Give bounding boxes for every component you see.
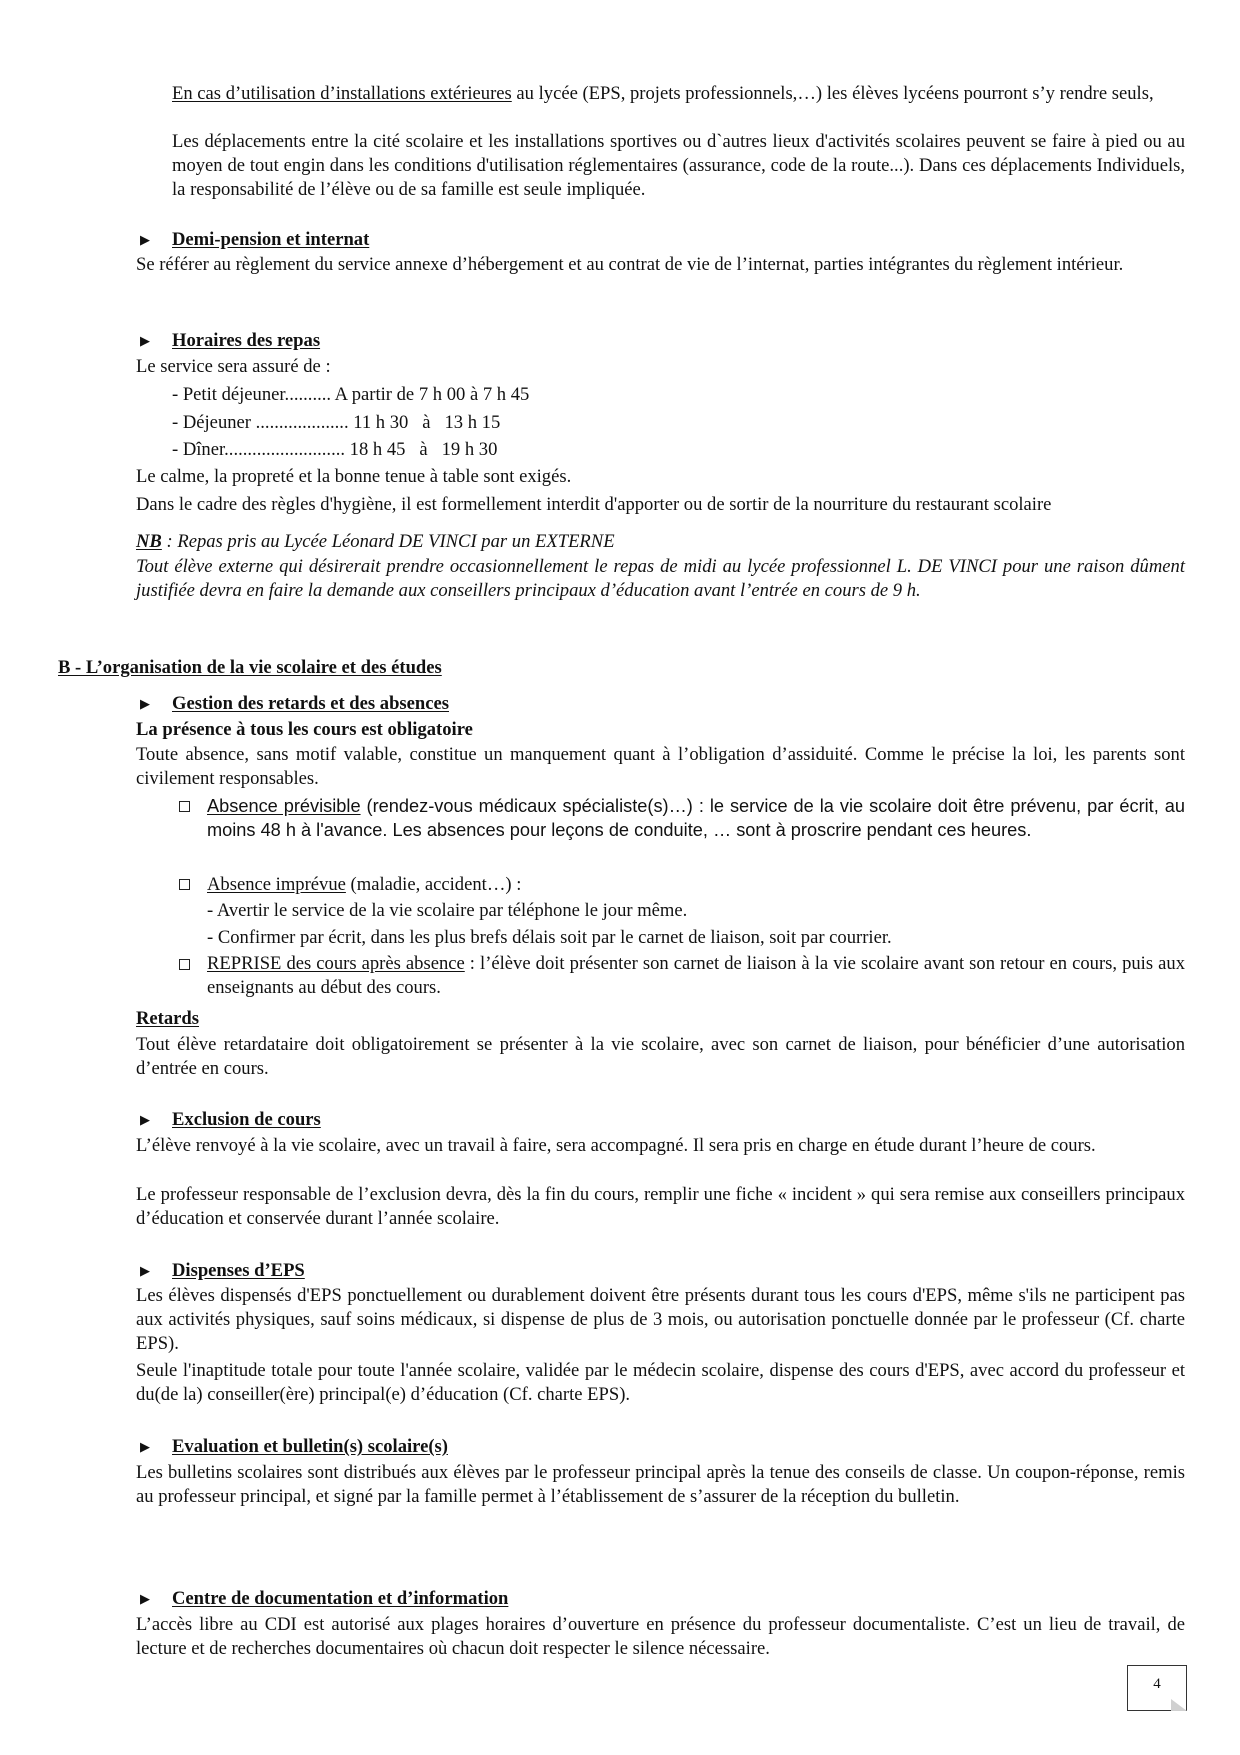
absence-imprevue-text: (maladie, accident…) : bbox=[345, 874, 522, 895]
nb-title: : Repas pris au Lycée Léonard DE VINCI par un EXTERNE bbox=[161, 531, 615, 552]
page-number: 4 bbox=[1153, 1676, 1161, 1692]
page-fold-icon bbox=[1171, 1699, 1187, 1711]
nb-text: Tout élève externe qui désirerait prendre occasionnellement le repas de midi au lycée professionnel L. DE VINCI pour une raison dûment justifiée devra en faire la demande aux conseillers principaux d’éducation avant l’entrée en cours de 9 h. bbox=[136, 556, 1185, 601]
absence-prevue-text: (rendez-vous médicaux spécialiste(s)…) : le service de la vie scolaire doit être prévenu, par écrit, au moins 48 h à l'avance. Les absences pour leçons de conduite, … sont à proscrire pendant ces heures. bbox=[207, 796, 1185, 840]
intro-underlined-phrase: En cas d’utilisation d’installations extérieures bbox=[172, 83, 512, 104]
retards-text: Tout élève retardataire doit obligatoirement se présenter à la vie scolaire, avec son carnet de liaison, pour bénéficier d’une autorisation d’entrée en cours. bbox=[136, 1034, 1185, 1079]
intro-text: au lycée (EPS, projets professionnels,…) les élèves lycéens pourront s’y rendre seuls, bbox=[511, 83, 1154, 104]
absence-imprevue bbox=[207, 873, 521, 897]
arrow-bullet-icon: ▶ bbox=[140, 1263, 150, 1278]
section-b-title: B - L’organisation de la vie scolaire et des études bbox=[58, 657, 442, 678]
section-title-retards-absences: Gestion des retards et des absences bbox=[172, 693, 449, 714]
cdi-text: L’accès libre au CDI est autorisé aux plages horaires d’ouverture en présence du professeur documentaliste. C’est un lieu de travail, de lecture et de recherches documentaires où chacun doit respecter le silence nécessaire. bbox=[136, 1614, 1185, 1659]
presence-subtitle: La présence à tous les cours est obligatoire bbox=[136, 719, 473, 740]
exclusion-text-1: L’élève renvoyé à la vie scolaire, avec un travail à faire, sera accompagné. Il sera pris en charge en étude durant l’heure de cours. bbox=[136, 1135, 1096, 1156]
dispenses-text-1: Les élèves dispensés d'EPS ponctuellement ou durablement doivent être présents durant tous les cours d'EPS, même s'ils ne participent pas aux activités physiques, sauf soins médicaux, si dispense de plus de 3 mois, ou autorisation ponctuelle donnée par le professeur (Cf. charte EPS). bbox=[136, 1285, 1185, 1354]
exclusion-text-2: Le professeur responsable de l’exclusion devra, dès la fin du cours, remplir une fiche « incident » qui sera remise aux conseillers principaux d’éducation et conservée durant l’année scolaire. bbox=[136, 1184, 1185, 1229]
repas-hygiene: Dans le cadre des règles d'hygiène, il est formellement interdit d'apporter ou de sortir de la nourriture du restaurant scolaire bbox=[136, 494, 1052, 515]
arrow-bullet-icon: ▶ bbox=[140, 1591, 150, 1606]
intro-paragraph-1 bbox=[172, 82, 1185, 106]
absence-prevue-label: Absence prévisible bbox=[207, 796, 361, 816]
dispenses-text-2: Seule l'inaptitude totale pour toute l'année scolaire, validée par le médecin scolaire, dispense des cours d'EPS, avec accord du professeur et du(de la) conseiller(ère) principal(e) d’éducation (Cf. charte EPS). bbox=[136, 1360, 1185, 1405]
repas-item: - Dîner.......................... 18 h 45 à 19 h 30 bbox=[172, 439, 498, 460]
retards-title: Retards bbox=[136, 1008, 199, 1029]
absence-imprevue-item: - Avertir le service de la vie scolaire par téléphone le jour même. bbox=[207, 900, 688, 921]
section-title-cdi: Centre de documentation et d’information bbox=[172, 1588, 509, 1609]
arrow-bullet-icon: ▶ bbox=[140, 1112, 150, 1127]
arrow-bullet-icon: ▶ bbox=[140, 696, 150, 711]
evaluation-text: Les bulletins scolaires sont distribués aux élèves par le professeur principal après la tenue des conseils de classe. Un coupon-réponse, remis au professeur principal, et signé par la famille permet à l’établissement de s’assurer de la réception du bulletin. bbox=[136, 1462, 1185, 1507]
checkbox-bullet-icon bbox=[179, 801, 190, 812]
demi-pension-text: Se référer au règlement du service annexe d’hébergement et au contrat de vie de l’internat, parties intégrantes du règlement intérieur. bbox=[136, 254, 1124, 275]
arrow-bullet-icon: ▶ bbox=[140, 333, 150, 348]
reprise-text: : l’élève doit présenter son carnet de liaison à la vie scolaire avant son retour en cours, puis aux enseignants au début des cours. bbox=[207, 953, 1185, 998]
absence-imprevue-label: Absence imprévue bbox=[207, 874, 346, 895]
arrow-bullet-icon: ▶ bbox=[140, 1439, 150, 1454]
repas-calme: Le calme, la propreté et la bonne tenue à table sont exigés. bbox=[136, 466, 572, 487]
nb-label: NB bbox=[136, 531, 162, 552]
repas-item: - Déjeuner .................... 11 h 30 à 13 h 15 bbox=[172, 412, 501, 433]
section-title-evaluation: Evaluation et bulletin(s) scolaire(s) bbox=[172, 1436, 448, 1457]
nb-heading bbox=[136, 530, 615, 554]
repas-item: - Petit déjeuner.......... A partir de 7 h 00 à 7 h 45 bbox=[172, 384, 530, 405]
section-title-repas: Horaires des repas bbox=[172, 330, 321, 351]
checkbox-bullet-icon bbox=[179, 879, 190, 890]
checkbox-bullet-icon bbox=[179, 959, 190, 970]
presence-text: Toute absence, sans motif valable, constitue un manquement quant à l’obligation d’assiduité. Comme le précise la loi, les parents sont civilement responsables. bbox=[136, 744, 1185, 789]
absence-prevue bbox=[207, 794, 1185, 842]
section-title-exclusion: Exclusion de cours bbox=[172, 1109, 321, 1130]
page-number-box bbox=[1127, 1665, 1187, 1711]
section-title-dispenses: Dispenses d’EPS bbox=[172, 1260, 305, 1281]
intro-paragraph-2: Les déplacements entre la cité scolaire et les installations sportives ou d`autres lieux d'activités scolaires peuvent se faire à pied ou au moyen de tout engin dans les conditions d'utilisation réglementaires (assurance, code de la route...). Dans ces déplacements Individuels, la responsabilité de l’élève ou de sa famille est seule impliquée. bbox=[172, 131, 1185, 200]
absence-imprevue-item: - Confirmer par écrit, dans les plus brefs délais soit par le carnet de liaison, soit par courrier. bbox=[207, 927, 892, 948]
arrow-bullet-icon: ▶ bbox=[140, 232, 150, 247]
repas-intro: Le service sera assuré de : bbox=[136, 356, 331, 377]
reprise-cours bbox=[207, 952, 1185, 1000]
section-title-demi-pension: Demi-pension et internat bbox=[172, 229, 370, 250]
reprise-label: REPRISE des cours après absence bbox=[207, 953, 465, 974]
